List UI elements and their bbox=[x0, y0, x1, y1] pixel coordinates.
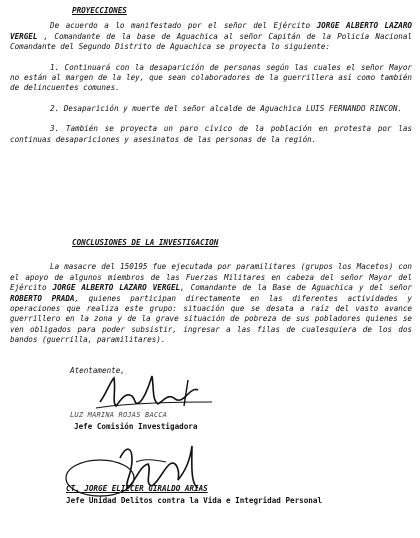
section-proyecciones bbox=[10, 6, 412, 145]
name-rincon: LUIS FERNANDO RINCON. bbox=[306, 103, 403, 113]
paragraph-conclusiones: La masacre del 150195 fue ejecutada por paramilitares (grupos los Macetos) con el apoyo de algunos miembros de las Fuerzas Militares en cabeza del señor Mayor del Ejército JORGE ALBERTO LAZARO VERGEL, Comandante de la Base de Aguachica y del señor ROBERTO PRADA, quienes participan directamente en las diferentes actividades y operaciones que realiza este grupo: situación que se desata a raíz del vasto avance guerrillero en la zona y de la grave situación de pobreza de sus pobladores quienes se ven obligados para poder subsistir, ingresar a las filas de cualesquiera de los dos bandos (guerrilla, paramilitares). bbox=[10, 262, 413, 345]
paragraph-intro: De acuerdo a lo manifestado por el señor del Ejército JORGE ALBERTO LAZARO VERGEL , Comandante de la base de Aguachica al señor Capitán de la Policía Nacional Comandante del Segundo Distrito de Aguachica se proyecta lo siguiente: bbox=[10, 21, 412, 52]
name-prada: ROBERTO PRADA bbox=[10, 293, 75, 303]
item-1: 1. Continuará con la desaparición de personas según las cuales el señor Mayor no están al margen de la ley, que sean colaboradores de la guerrillera así como también de delincuentes comunes. bbox=[10, 62, 412, 93]
item-2: 2. Desaparición y muerte del señor alcalde de Aguachica LUIS FERNANDO RINCON. bbox=[50, 103, 403, 113]
signer-1-title: Jefe Comisión Investigadora bbox=[74, 422, 198, 431]
salutation: Atentamente, bbox=[70, 366, 125, 375]
section-conclusiones bbox=[10, 238, 412, 346]
signer-2-name: CT. JORGE ELIECER GIRALDO ARIAS bbox=[66, 484, 208, 493]
signer-2-title: Jefe Unidad Delitos contra la Vida e Integridad Personal bbox=[66, 496, 323, 505]
item-3: 3. También se proyecta un paro cívico de la población en protesta por las continuas desapariciones y asesinatos de las personas de la región. bbox=[10, 124, 412, 144]
heading-proyecciones: PROYECCIONES bbox=[72, 6, 127, 15]
heading-conclusiones: CONCLUSIONES DE LA INVESTIGACION bbox=[72, 238, 219, 247]
name-lazaro-2: JORGE ALBERTO LAZARO VERGEL bbox=[52, 283, 181, 293]
signer-1-name: LUZ MARINA ROJAS BACCA bbox=[70, 411, 168, 419]
name-lazaro: JORGE ALBERTO LAZARO VERGEL bbox=[10, 21, 412, 41]
